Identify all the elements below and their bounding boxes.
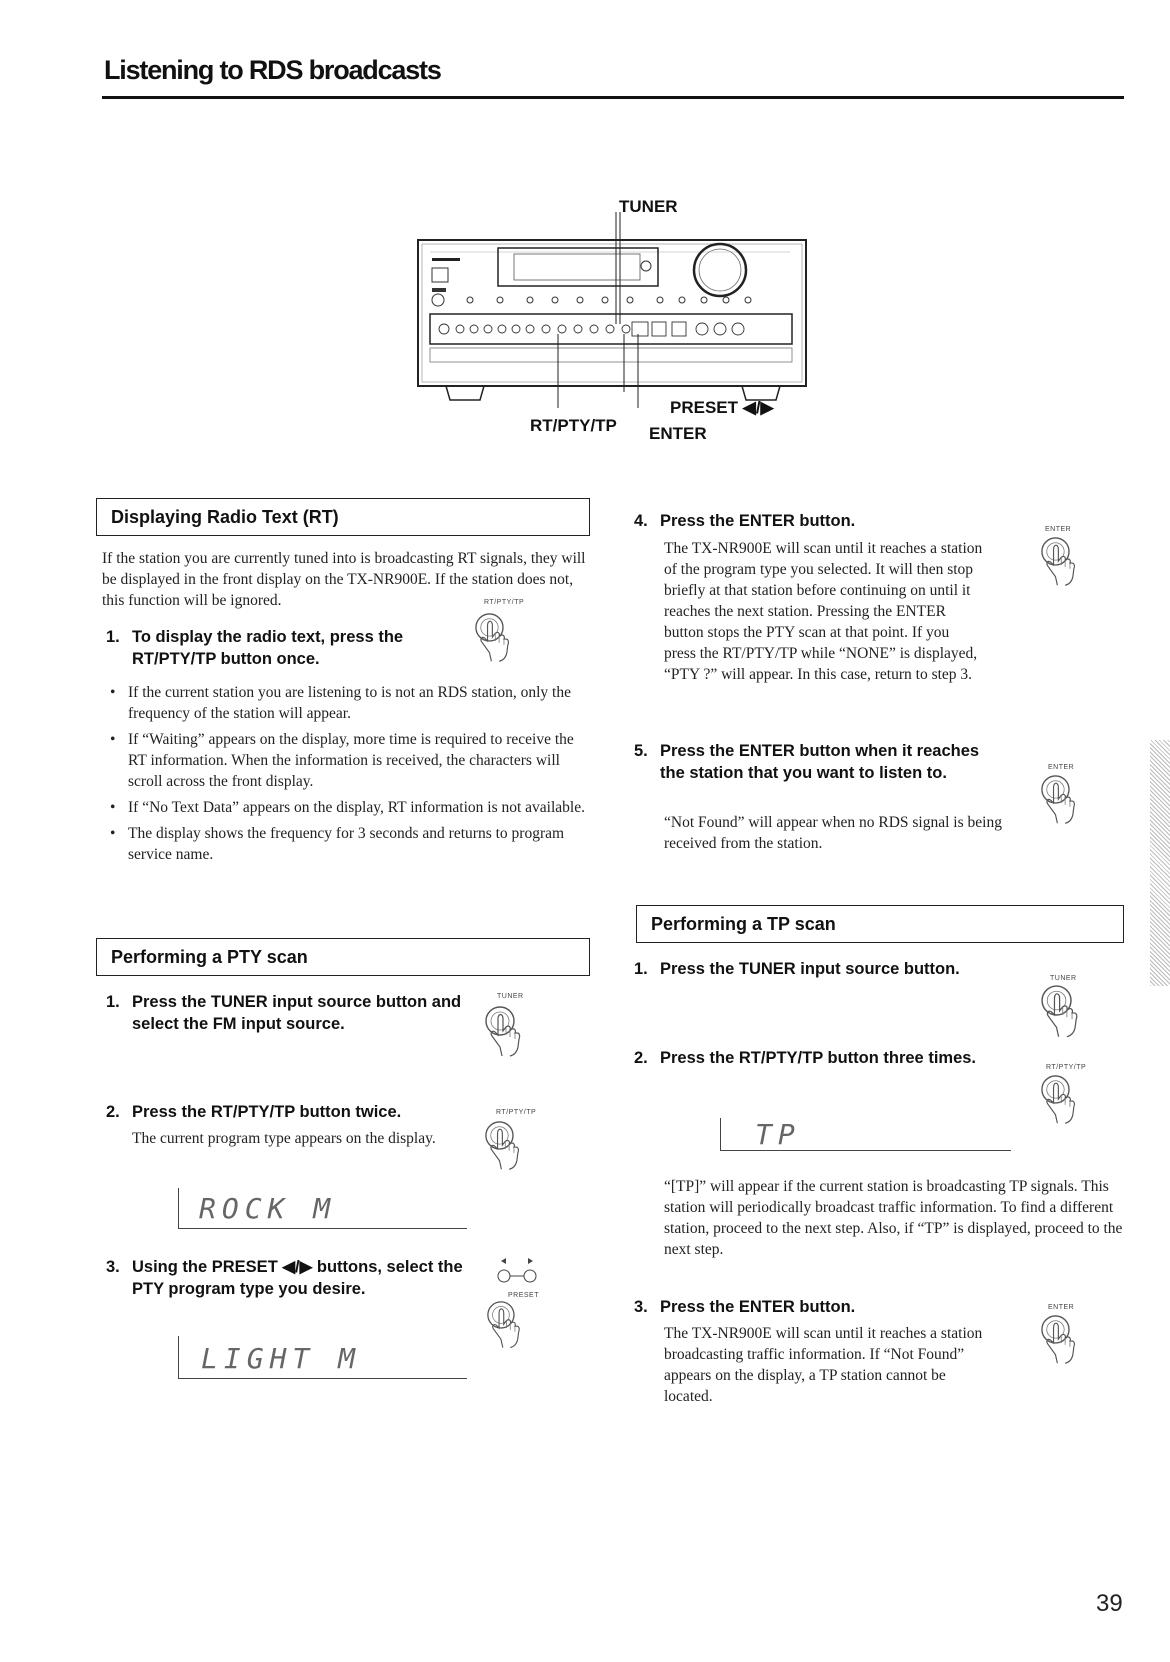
rt-pty-tp-button-label: RT/PTY/TP	[484, 599, 525, 606]
tuner-button-label: TUNER	[497, 993, 524, 1000]
step-instruction: Press the ENTER button.	[660, 1298, 856, 1316]
radio-text-intro: If the station you are currently tuned into is broadcasting RT signals, they will be displayed in the front display on the TX-NR900E. If the station does not, this function will be ignored.	[102, 550, 586, 609]
pressing-hand-icon	[484, 1120, 542, 1178]
pressing-hand-icon	[1040, 774, 1098, 832]
rt-pty-tp-button-label: RT/PTY/TP	[496, 1109, 537, 1116]
step-instruction: Using the PRESET ◀/▶ buttons, select the PTY program type you desire.	[132, 1258, 463, 1298]
pty-step-2	[106, 1101, 466, 1123]
display-readout-tp	[720, 1118, 1011, 1151]
enter-button-label: ENTER	[1048, 764, 1075, 771]
enter-button-label: ENTER	[1045, 526, 1072, 533]
pressing-hand-icon	[474, 612, 532, 670]
display-text: ROCK M	[199, 1192, 337, 1225]
step-instruction: Press the RT/PTY/TP button twice.	[132, 1103, 402, 1121]
step-instruction: Press the ENTER button.	[660, 512, 856, 530]
pty-step-1	[106, 991, 466, 1035]
tp-step-3-description: The TX-NR900E will scan until it reaches a station broadcasting traffic information. If “Not Found” appears on the display, a TP station cannot be located.	[664, 1325, 983, 1405]
tp-step-1	[634, 958, 994, 980]
preset-buttons-icon	[494, 1256, 544, 1290]
step-number: 1.	[634, 960, 648, 978]
chapter-side-tab	[1150, 740, 1170, 986]
step-number: 4.	[634, 512, 648, 530]
step-number: 2.	[106, 1103, 120, 1121]
step-instruction: Press the RT/PTY/TP button three times.	[660, 1049, 977, 1067]
list-item: • If “No Text Data” appears on the display, RT information is not available.	[104, 797, 594, 818]
tp-step-3	[634, 1296, 954, 1318]
list-item: • The display shows the frequency for 3 seconds and returns to program service name.	[104, 823, 594, 865]
list-item: • If the current station you are listening to is not an RDS station, only the frequency of the station will appear.	[104, 682, 594, 724]
radio-text-notes	[104, 682, 594, 870]
tp-explanation: “[TP]” will appear if the current station is broadcasting TP signals. This station will periodically broadcast traffic information. To find a different station, proceed to the next step. Also, if “TP” is displayed, proceed to the next step.	[664, 1178, 1123, 1258]
receiver-front-panel-illustration	[410, 212, 810, 408]
pressing-hand-icon	[1040, 1074, 1098, 1132]
pressing-hand-icon	[1040, 536, 1098, 594]
title-divider	[102, 96, 1124, 99]
step-instruction: To display the radio text, press the RT/PTY/TP button once.	[132, 628, 404, 668]
pty-step-3	[106, 1256, 466, 1300]
pty-step-4	[634, 510, 954, 532]
pty-step-2-description: The current program type appears on the display.	[132, 1130, 436, 1147]
step-instruction: Press the TUNER input source button.	[660, 960, 960, 978]
display-readout-rock	[178, 1188, 467, 1229]
tuner-button-label: TUNER	[1050, 975, 1077, 982]
pressing-hand-icon	[1040, 984, 1102, 1046]
pressing-hand-icon	[484, 1005, 544, 1065]
display-text: LIGHT M	[201, 1342, 362, 1375]
pty-step-4-description: The TX-NR900E will scan until it reaches a station of the program type you selected. It will then stop briefly at that station before continuing on until it reaches the next station. Pressing the ENTER button stops the PTY scan at that point. If you press the RT/PTY/TP while “NONE” is displayed, “PTY ?” will appear. In this case, return to step 3.	[664, 540, 983, 683]
preset-button-label: PRESET	[508, 1292, 540, 1299]
tp-step-2	[634, 1047, 986, 1069]
diagram-label-tuner: TUNER	[619, 197, 678, 216]
step-instruction: Press the ENTER button when it reaches the station that you want to listen to.	[660, 742, 980, 782]
section-heading-tp-scan: Performing a TP scan	[636, 905, 1124, 943]
step-number: 3.	[106, 1258, 120, 1276]
list-item: • If “Waiting” appears on the display, more time is required to receive the RT information. When the information is received, the characters will scroll across the front display.	[104, 729, 594, 792]
page-title: Listening to RDS broadcasts	[104, 55, 441, 85]
display-readout-light	[178, 1336, 467, 1379]
radio-text-step-1	[106, 626, 466, 670]
enter-button-label: ENTER	[1048, 1304, 1075, 1311]
diagram-label-preset: PRESET ◀/▶	[670, 398, 774, 417]
step-number: 1.	[106, 628, 120, 646]
page-number: 39	[1096, 1590, 1123, 1617]
step-instruction: Press the TUNER input source button and select the FM input source.	[132, 993, 462, 1033]
step-number: 1.	[106, 993, 120, 1011]
pressing-hand-icon	[486, 1300, 542, 1356]
pty-step-5	[634, 740, 986, 784]
step-number: 2.	[634, 1049, 648, 1067]
pressing-hand-icon	[1040, 1314, 1098, 1372]
diagram-label-rtptytp: RT/PTY/TP	[530, 416, 617, 435]
section-heading-pty-scan: Performing a PTY scan	[96, 938, 590, 976]
rt-pty-tp-button-label: RT/PTY/TP	[1046, 1064, 1087, 1071]
pty-step-5-description: “Not Found” will appear when no RDS signal is being received from the station.	[664, 814, 1002, 852]
step-number: 3.	[634, 1298, 648, 1316]
section-heading-radio-text: Displaying Radio Text (RT)	[96, 498, 590, 536]
diagram-label-enter: ENTER	[649, 424, 707, 443]
step-number: 5.	[634, 742, 648, 760]
display-text: TP	[755, 1118, 801, 1151]
